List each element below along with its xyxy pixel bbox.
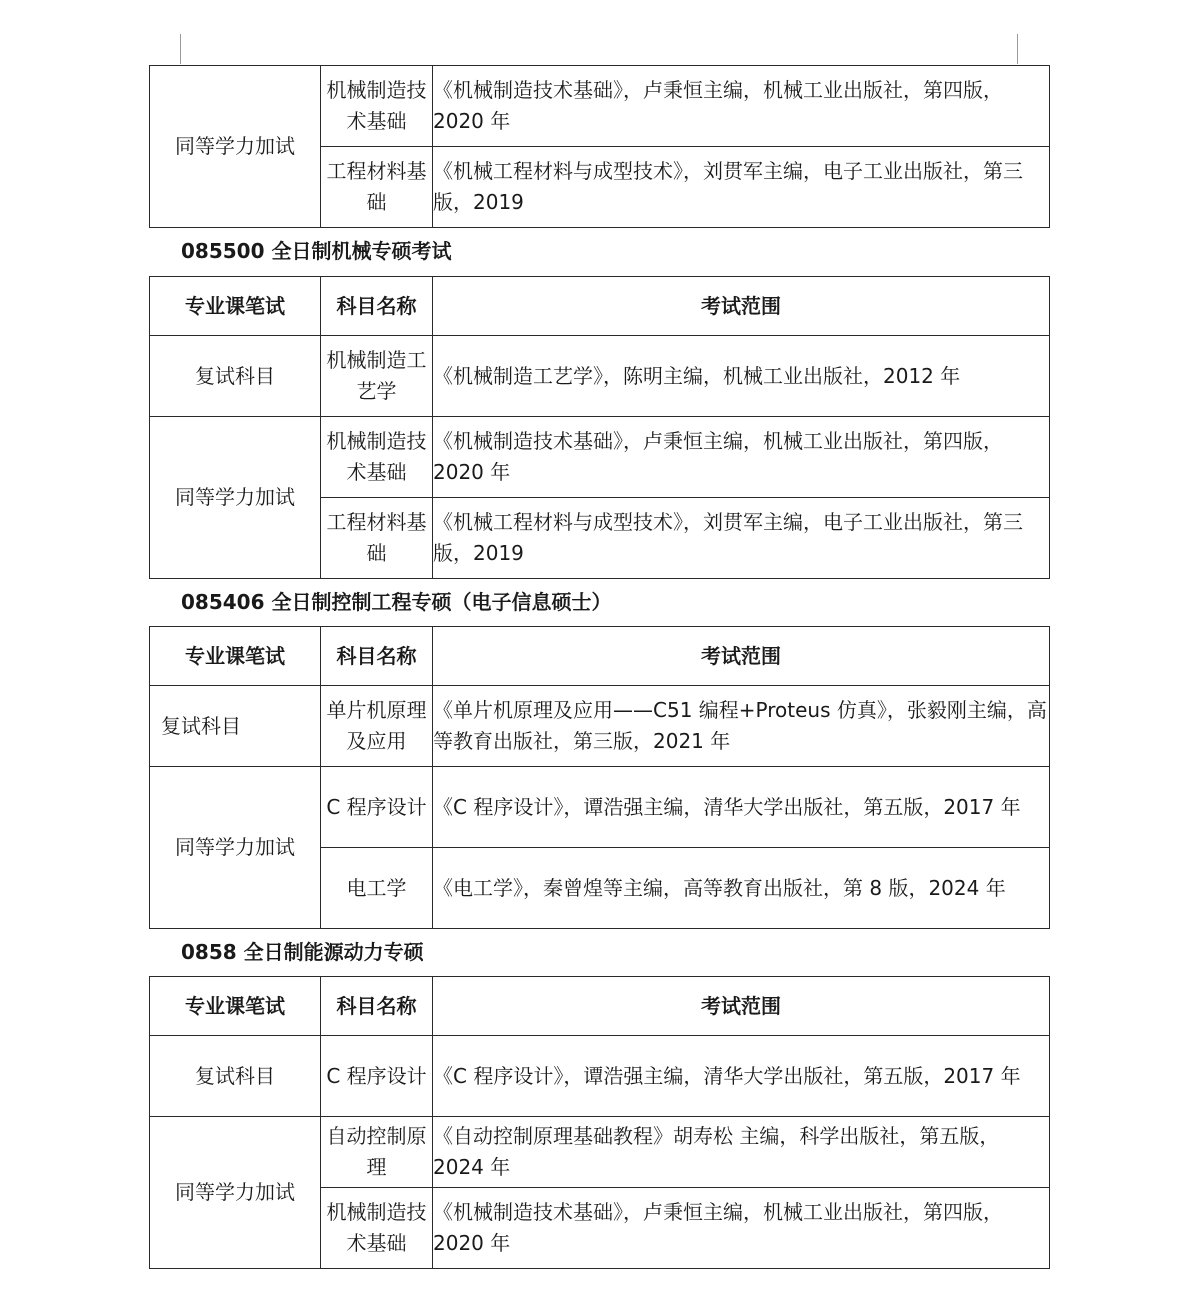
group-cell: 同等学力加试 — [150, 417, 321, 579]
header-subject-name: 科目名称 — [321, 977, 433, 1036]
subject-cell: 机械制造工艺学 — [321, 336, 433, 417]
group-cell: 复试科目 — [150, 336, 321, 417]
exam-table-085500 — [149, 276, 1050, 579]
scope-cell: 《机械工程材料与成型技术》，刘贯军主编，电子工业出版社，第三版，2019 — [433, 147, 1050, 228]
exam-table-0858 — [149, 976, 1050, 1269]
group-cell: 同等学力加试 — [150, 767, 321, 929]
section-title: 085500 全日制机械专硕考试 — [181, 239, 452, 263]
header-exam-scope: 考试范围 — [433, 977, 1050, 1036]
scope-cell: 《C 程序设计》，谭浩强主编，清华大学出版社，第五版，2017 年 — [433, 1036, 1050, 1117]
header-exam-scope: 考试范围 — [433, 627, 1050, 686]
subject-cell: 机械制造技术基础 — [321, 417, 433, 498]
table-row — [150, 336, 1050, 417]
table-header-row — [150, 277, 1050, 336]
scope-cell: 《机械制造工艺学》，陈明主编，机械工业出版社，2012 年 — [433, 336, 1050, 417]
header-exam-scope: 考试范围 — [433, 277, 1050, 336]
scope-cell: 《电工学》，秦曾煌等主编，高等教育出版社，第 8 版，2024 年 — [433, 848, 1050, 929]
subject-cell: 机械制造技术基础 — [321, 66, 433, 147]
table-row — [150, 417, 1050, 498]
section-title: 085406 全日制控制工程专硕（电子信息硕士） — [181, 590, 612, 614]
subject-cell: 单片机原理及应用 — [321, 686, 433, 767]
header-subject-name: 科目名称 — [321, 277, 433, 336]
scope-cell: 《机械制造技术基础》，卢秉恒主编，机械工业出版社，第四版，2020 年 — [433, 417, 1050, 498]
page-corner-mark-right — [1017, 34, 1018, 64]
header-written-exam: 专业课笔试 — [150, 977, 321, 1036]
scope-cell: 《机械制造技术基础》，卢秉恒主编，机械工业出版社，第四版，2020 年 — [433, 66, 1050, 147]
scope-cell: 《机械制造技术基础》，卢秉恒主编，机械工业出版社，第四版，2020 年 — [433, 1188, 1050, 1269]
table-row — [150, 767, 1050, 848]
page-corner-mark-left — [180, 34, 181, 64]
scope-cell: 《机械工程材料与成型技术》，刘贯军主编，电子工业出版社，第三版，2019 — [433, 498, 1050, 579]
subject-cell: C 程序设计 — [321, 767, 433, 848]
group-cell: 复试科目 — [150, 686, 321, 767]
scope-cell: 《C 程序设计》，谭浩强主编，清华大学出版社，第五版，2017 年 — [433, 767, 1050, 848]
subject-cell: 自动控制原理 — [321, 1117, 433, 1188]
table-row — [150, 66, 1050, 147]
header-written-exam: 专业课笔试 — [150, 277, 321, 336]
table-row — [150, 1117, 1050, 1188]
group-cell: 同等学力加试 — [150, 1117, 321, 1269]
scope-cell: 《单片机原理及应用——C51 编程+Proteus 仿真》，张毅刚主编，高等教育出版社，第三版，2021 年 — [433, 686, 1050, 767]
subject-cell: 机械制造技术基础 — [321, 1188, 433, 1269]
table-row — [150, 686, 1050, 767]
subject-cell: 工程材料基础 — [321, 147, 433, 228]
subject-cell: 电工学 — [321, 848, 433, 929]
subject-cell: C 程序设计 — [321, 1036, 433, 1117]
group-cell: 同等学力加试 — [150, 66, 321, 228]
section-title: 0858 全日制能源动力专硕 — [181, 940, 424, 964]
table-header-row — [150, 977, 1050, 1036]
table-header-row — [150, 627, 1050, 686]
scope-cell: 《自动控制原理基础教程》胡寿松 主编，科学出版社，第五版，2024 年 — [433, 1117, 1050, 1188]
header-written-exam: 专业课笔试 — [150, 627, 321, 686]
exam-table-085406 — [149, 626, 1050, 929]
header-subject-name: 科目名称 — [321, 627, 433, 686]
continued-exam-table — [149, 65, 1050, 228]
subject-cell: 工程材料基础 — [321, 498, 433, 579]
table-row — [150, 1036, 1050, 1117]
group-cell: 复试科目 — [150, 1036, 321, 1117]
